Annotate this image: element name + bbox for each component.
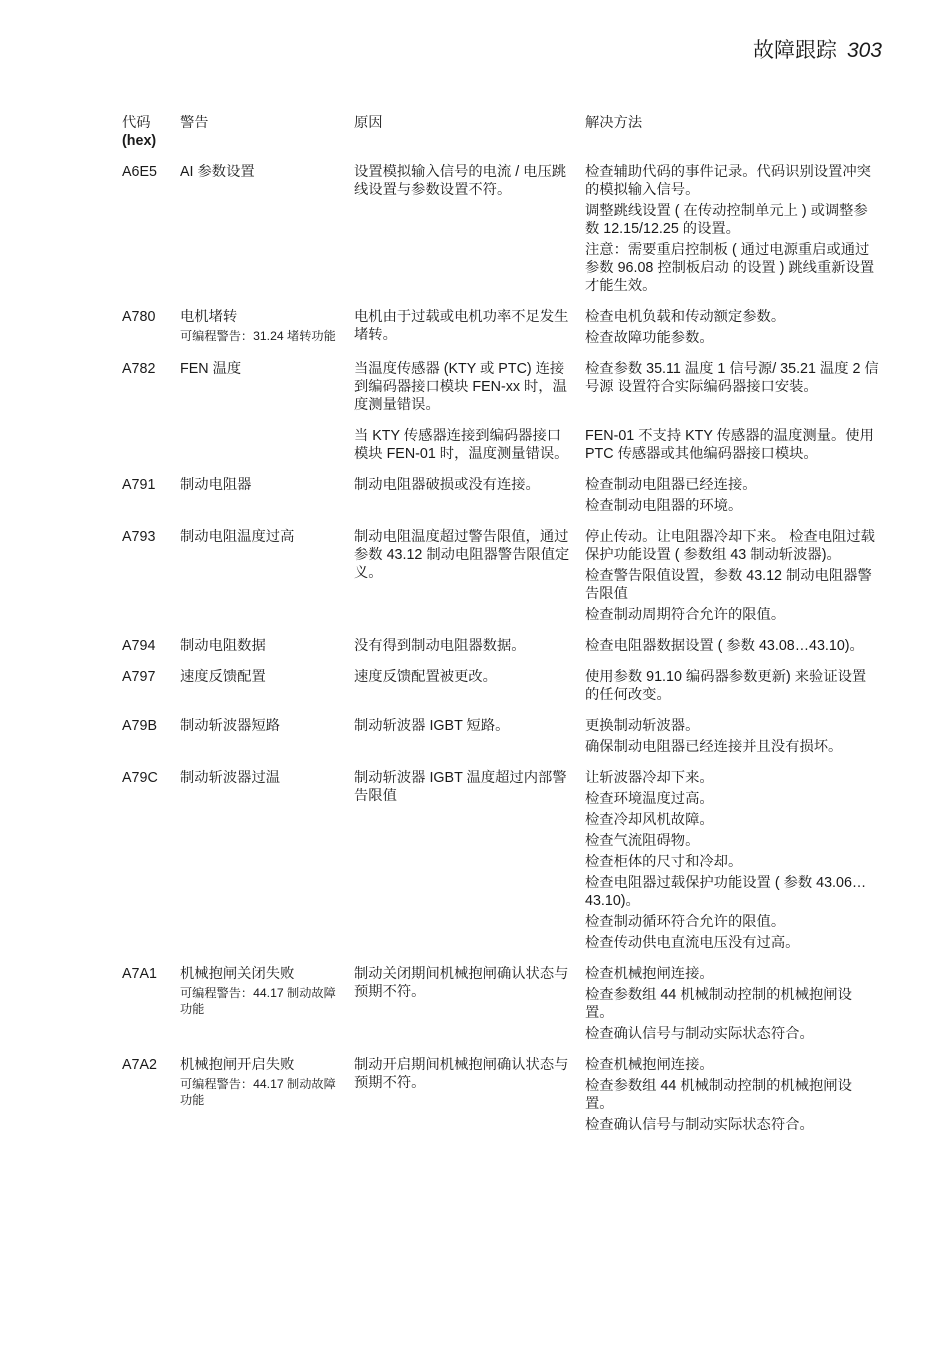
fix-cell <box>579 163 886 308</box>
warning-name: 机械抱闸关闭失败 <box>180 966 295 982</box>
warning-code: A793 <box>122 529 156 545</box>
warning-name-cell <box>174 163 348 308</box>
fix-step: 检查环境温度过高。 <box>585 791 714 807</box>
fix-cell <box>579 668 886 717</box>
table-row <box>116 965 886 1056</box>
cause-text: 设置模拟输入信号的电流 / 电压跳线设置与参数设置不符。 <box>354 164 567 198</box>
programmable-warning-note: 可编程警告：44.17 制动故障功能 <box>180 1077 336 1107</box>
fix-cell <box>579 717 886 769</box>
cause-cell <box>348 717 579 769</box>
warning-name: 制动电阻器 <box>180 477 252 493</box>
cause-text: 当 KTY 传感器连接到编码器接口模块 FEN-01 时，温度测量错误。 <box>354 428 569 462</box>
fix-cell <box>579 769 886 965</box>
warning-name: 制动电阻温度过高 <box>180 529 295 545</box>
warning-name-cell <box>174 1056 348 1147</box>
fix-cell <box>579 528 886 637</box>
fix-step: 检查故障功能参数。 <box>585 330 714 346</box>
cause-cell <box>348 163 579 308</box>
table-row <box>116 769 886 965</box>
warning-name: 制动斩波器短路 <box>180 718 281 734</box>
fix-cell <box>579 360 886 427</box>
warning-name-cell <box>174 668 348 717</box>
table-header <box>116 114 886 163</box>
cause-text: 制动关闭期间机械抱闸确认状态与预期不符。 <box>354 966 569 1000</box>
column-header-cause: 原因 <box>354 115 383 131</box>
cause-cell <box>348 965 579 1056</box>
table-row <box>116 163 886 308</box>
fix-step: 检查参数组 44 机械制动控制的机械抱闸设置。 <box>585 987 852 1021</box>
fix-cell <box>579 308 886 360</box>
warning-name: 制动电阻数据 <box>180 638 266 654</box>
fix-step: 检查冷却风机故障。 <box>585 812 714 828</box>
cause-text: 没有得到制动电阻器数据。 <box>354 638 526 654</box>
cause-cell <box>348 360 579 427</box>
fix-step: 检查警告限值设置，参数 43.12 制动电阻器警告限值 <box>585 568 872 602</box>
warning-name-cell <box>174 637 348 668</box>
fix-step: 检查机械抱闸连接。 <box>585 1057 714 1073</box>
cause-cell <box>348 476 579 528</box>
fix-step: 检查气流阻碍物。 <box>585 833 700 849</box>
warning-name: FEN 温度 <box>180 361 242 377</box>
warning-name-cell <box>174 476 348 528</box>
cause-text: 当温度传感器 (KTY 或 PTC) 连接到编码器接口模块 FEN-xx 时，温度测量错误。 <box>354 361 567 413</box>
fix-step: 检查制动循环符合允许的限值。 <box>585 914 786 930</box>
warning-code: A794 <box>122 638 156 654</box>
cause-cell <box>348 427 579 476</box>
cause-cell <box>348 1056 579 1147</box>
warning-code <box>116 427 174 476</box>
warning-code: A79C <box>122 770 158 786</box>
table-body <box>116 163 886 1147</box>
warning-name-cell <box>174 427 348 476</box>
cause-cell <box>348 308 579 360</box>
page-title: 故障跟踪 <box>752 39 837 62</box>
column-header-code <box>116 114 174 163</box>
cause-text: 制动斩波器 IGBT 温度超过内部警告限值 <box>354 770 567 804</box>
table-row <box>116 668 886 717</box>
warning-name: 制动斩波器过温 <box>180 770 281 786</box>
programmable-warning-note: 可编程警告：31.24 堵转功能 <box>180 329 336 343</box>
fix-step: 检查确认信号与制动实际状态符合。 <box>585 1026 814 1042</box>
fix-step: 检查制动电阻器的环境。 <box>585 498 743 514</box>
fix-step: 更换制动斩波器。 <box>585 718 700 734</box>
warning-name-cell <box>174 528 348 637</box>
fix-step: 检查传动供电直流电压没有过高。 <box>585 935 800 951</box>
page-number: 303 <box>846 39 882 62</box>
fix-step: 调整跳线设置 ( 在传动控制单元上 ) 或调整参数 12.15/12.25 的设置。 <box>585 203 868 237</box>
warning-code: A782 <box>122 361 156 377</box>
fix-step: 检查参数组 44 机械制动控制的机械抱闸设置。 <box>585 1078 852 1112</box>
fix-cell <box>579 637 886 668</box>
cause-text: 制动电阻器破损或没有连接。 <box>354 477 540 493</box>
cause-text: 制动电阻温度超过警告限值，通过参数 43.12 制动电阻器警告限值定义。 <box>354 529 570 581</box>
fix-step: 检查参数 35.11 温度 1 信号源/ 35.21 温度 2 信号源 设置符合实际编码器接口安装。 <box>585 361 879 395</box>
fix-cell <box>579 476 886 528</box>
warning-name-cell <box>174 717 348 769</box>
fix-step: 检查机械抱闸连接。 <box>585 966 714 982</box>
table-row <box>116 427 886 476</box>
warning-code: A79B <box>122 718 157 734</box>
fix-step: 检查辅助代码的事件记录。代码识别设置冲突的模拟输入信号。 <box>585 164 871 198</box>
warning-name-cell <box>174 769 348 965</box>
fix-step: 检查电机负载和传动额定参数。 <box>585 309 786 325</box>
warning-name-cell <box>174 308 348 360</box>
fix-step: 检查制动周期符合允许的限值。 <box>585 607 786 623</box>
warning-name-cell <box>174 965 348 1056</box>
cause-cell <box>348 668 579 717</box>
cause-text: 速度反馈配置被更改。 <box>354 669 497 685</box>
warning-code: A7A2 <box>122 1057 157 1073</box>
cause-cell <box>348 769 579 965</box>
column-header-code-label: 代码 <box>122 115 151 131</box>
warning-code: A6E5 <box>122 164 157 180</box>
warning-name: AI 参数设置 <box>180 164 255 180</box>
fix-step: 让斩波器冷却下来。 <box>585 770 714 786</box>
table-row <box>116 360 886 427</box>
table-row <box>116 476 886 528</box>
fix-step: 检查制动电阻器已经连接。 <box>585 477 757 493</box>
cause-text: 电机由于过载或电机功率不足发生堵转。 <box>354 309 569 343</box>
warning-code: A7A1 <box>122 966 157 982</box>
fix-step: 检查电阻器过载保护功能设置 ( 参数 43.06…43.10)。 <box>585 875 867 909</box>
cause-text: 制动开启期间机械抱闸确认状态与预期不符。 <box>354 1057 569 1091</box>
warning-name-cell <box>174 360 348 427</box>
table-row <box>116 717 886 769</box>
warning-name: 电机堵转 <box>180 309 238 325</box>
fix-step: 停止传动。让电阻器冷却下来。 检查电阻过载保护功能设置 ( 参数组 43 制动斩波器)。 <box>585 529 875 563</box>
fix-cell <box>579 1056 886 1147</box>
programmable-warning-note: 可编程警告：44.17 制动故障功能 <box>180 986 336 1016</box>
table-row <box>116 308 886 360</box>
warning-name: 机械抱闸开启失败 <box>180 1057 295 1073</box>
fix-cell <box>579 965 886 1056</box>
fix-step: FEN-01 不支持 KTY 传感器的温度测量。使用 PTC 传感器或其他编码器接口模块。 <box>585 428 874 462</box>
warning-code: A780 <box>122 309 156 325</box>
warning-code: A797 <box>122 669 156 685</box>
fix-cell <box>579 427 886 476</box>
warning-code: A791 <box>122 477 156 493</box>
fix-step: 检查柜体的尺寸和冷却。 <box>585 854 743 870</box>
fix-step: 检查确认信号与制动实际状态符合。 <box>585 1117 814 1133</box>
table-row <box>116 1056 886 1147</box>
column-header-code-hex: (hex) <box>122 133 157 149</box>
table-row <box>116 528 886 637</box>
warning-table <box>116 114 886 1147</box>
column-header-warning: 警告 <box>180 115 209 131</box>
fix-step: 确保制动电阻器已经连接并且没有损坏。 <box>585 739 843 755</box>
column-header-fix: 解决方法 <box>585 115 643 131</box>
cause-cell <box>348 528 579 637</box>
fix-step: 检查电阻器数据设置 ( 参数 43.08…43.10)。 <box>585 638 864 654</box>
warning-name: 速度反馈配置 <box>180 669 266 685</box>
page-header <box>753 34 882 64</box>
fix-step: 使用参数 91.10 编码器参数更新) 来验证设置的任何改变。 <box>585 669 867 703</box>
fix-step: 注意：需要重启控制板 ( 通过电源重启或通过参数 96.08 控制板启动 的设置 ) 跳线重新设置才能生效。 <box>585 242 875 294</box>
table-row <box>116 637 886 668</box>
cause-cell <box>348 637 579 668</box>
cause-text: 制动斩波器 IGBT 短路。 <box>354 718 510 734</box>
